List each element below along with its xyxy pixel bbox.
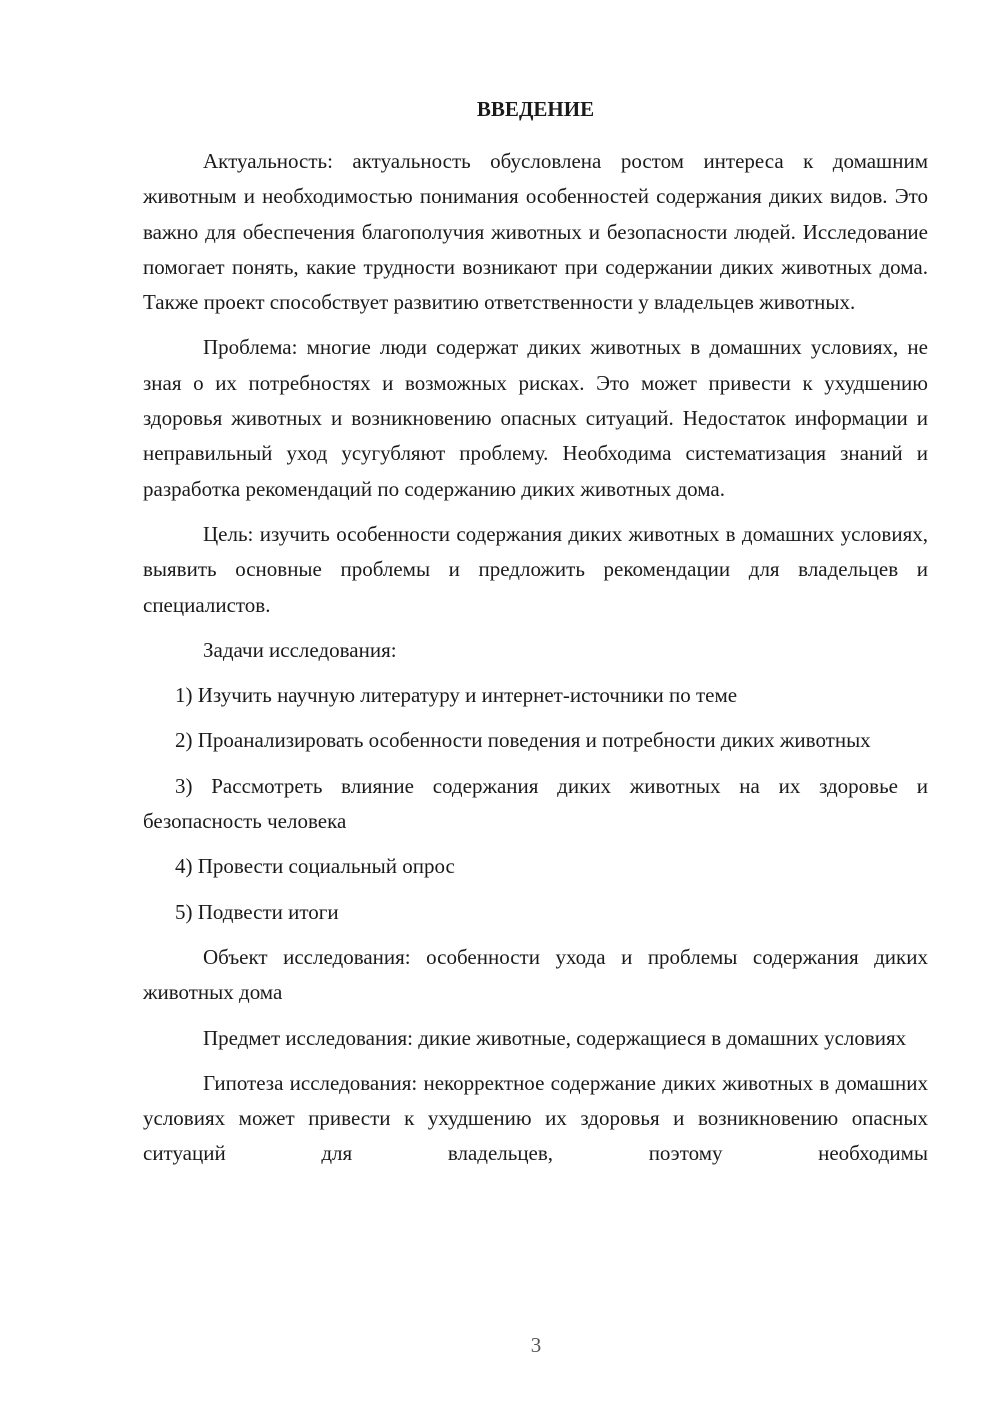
document-page bbox=[143, 92, 928, 1182]
subject-paragraph: Предмет исследования: дикие животные, содержащиеся в домашних условиях bbox=[203, 1025, 907, 1050]
problem-paragraph: Проблема: многие люди содержат диких животных в домашних условиях, не зная о их потребностях и возможных рисках. Это может привести к ухудшению здоровья животных и возникновению опасных ситуаций. Недостаток информации и неправильный уход усугубляют проблему. Необходима систематизация знаний и разработка рекомендаций по содержанию диких животных дома. bbox=[143, 335, 928, 501]
task-item-1: 1) Изучить научную литературу и интернет-источники по теме bbox=[175, 683, 738, 708]
tasks-heading: Задачи исследования: bbox=[203, 637, 397, 662]
page-number: 3 bbox=[530, 1333, 542, 1357]
task-item-3: 3) Рассмотреть влияние содержания диких животных на их здоровье и безопасность человека bbox=[143, 773, 928, 834]
task-item-4: 4) Провести социальный опрос bbox=[175, 854, 455, 879]
section-title: ВВЕДЕНИЕ bbox=[476, 97, 595, 121]
hypothesis-paragraph: Гипотеза исследования: некорректное содержание диких животных в домашних условиях может привести к ухудшению их здоровья и возникновению опасных ситуаций для владельцев, поэтому необходимы bbox=[143, 1070, 928, 1166]
task-item-2: 2) Проанализировать особенности поведения и потребности диких животных bbox=[175, 728, 871, 753]
task-item-5: 5) Подвести итоги bbox=[175, 899, 339, 924]
goal-paragraph: Цель: изучить особенности содержания диких животных в домашних условиях, выявить основные проблемы и предложить рекомендации для владельцев и специалистов. bbox=[143, 521, 928, 617]
relevance-paragraph: Актуальность: актуальность обусловлена ростом интереса к домашним животным и необходимостью понимания особенностей содержания диких видов. Это важно для обеспечения благополучия животных и безопасности людей. Исследование помогает понять, какие трудности возникают при содержании диких животных дома. Также проект способствует развитию ответственности у владельцев животных. bbox=[143, 149, 928, 315]
object-paragraph: Объект исследования: особенности ухода и проблемы содержания диких животных дома bbox=[143, 944, 928, 1005]
